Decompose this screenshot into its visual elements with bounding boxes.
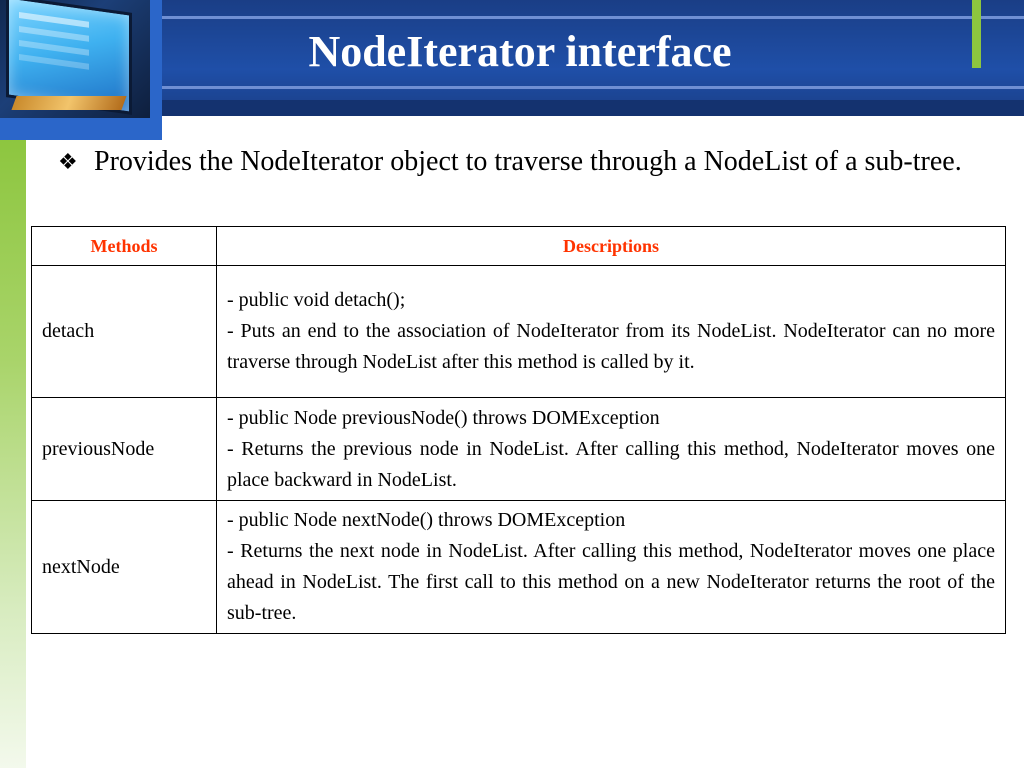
monitor-image-frame [0, 0, 162, 140]
diamond-bullet-icon: ❖ [58, 149, 78, 174]
header-descriptions: Descriptions [217, 227, 1006, 266]
green-accent-bar [972, 0, 981, 68]
description-cell [217, 501, 1006, 634]
description-cell [217, 398, 1006, 501]
header-methods: Methods [32, 227, 217, 266]
method-description: - Puts an end to the association of NodeIterator from its NodeList. NodeIterator can no more traverse through NodeList after this method is called by it. [227, 320, 995, 373]
method-cell: previousNode [32, 398, 217, 501]
method-cell: nextNode [32, 501, 217, 634]
table-row [32, 398, 1006, 501]
method-cell: detach [32, 266, 217, 398]
method-signature: - public Node nextNode() throws DOMException [227, 509, 626, 531]
table-row [32, 501, 1006, 634]
monitor-image [0, 0, 150, 118]
bullet-point [58, 144, 1018, 180]
method-signature: - public void detach(); [227, 289, 406, 311]
method-signature: - public Node previousNode() throws DOMException [227, 406, 660, 429]
method-description: - Returns the next node in NodeList. After calling this method, NodeIterator moves one place ahead in NodeList. The first call to this method on a new NodeIterator returns the root of the sub-tree. [227, 540, 995, 624]
monitor-base [11, 96, 126, 110]
header-dark-band [160, 100, 1024, 116]
methods-table [31, 226, 1006, 634]
header-rule-top [160, 16, 1024, 19]
method-description: - Returns the previous node in NodeList. After calling this method, NodeIterator moves one place backward in NodeList. [227, 437, 995, 491]
table-row [32, 266, 1006, 398]
table-header-row [32, 227, 1006, 266]
slide-title: NodeIterator interface [308, 27, 732, 76]
left-accent-strip [0, 140, 26, 768]
description-cell [217, 266, 1006, 398]
bullet-text: Provides the NodeIterator object to traverse through a NodeList of a sub-tree. [94, 146, 962, 177]
header-rule-bottom [160, 86, 1024, 89]
